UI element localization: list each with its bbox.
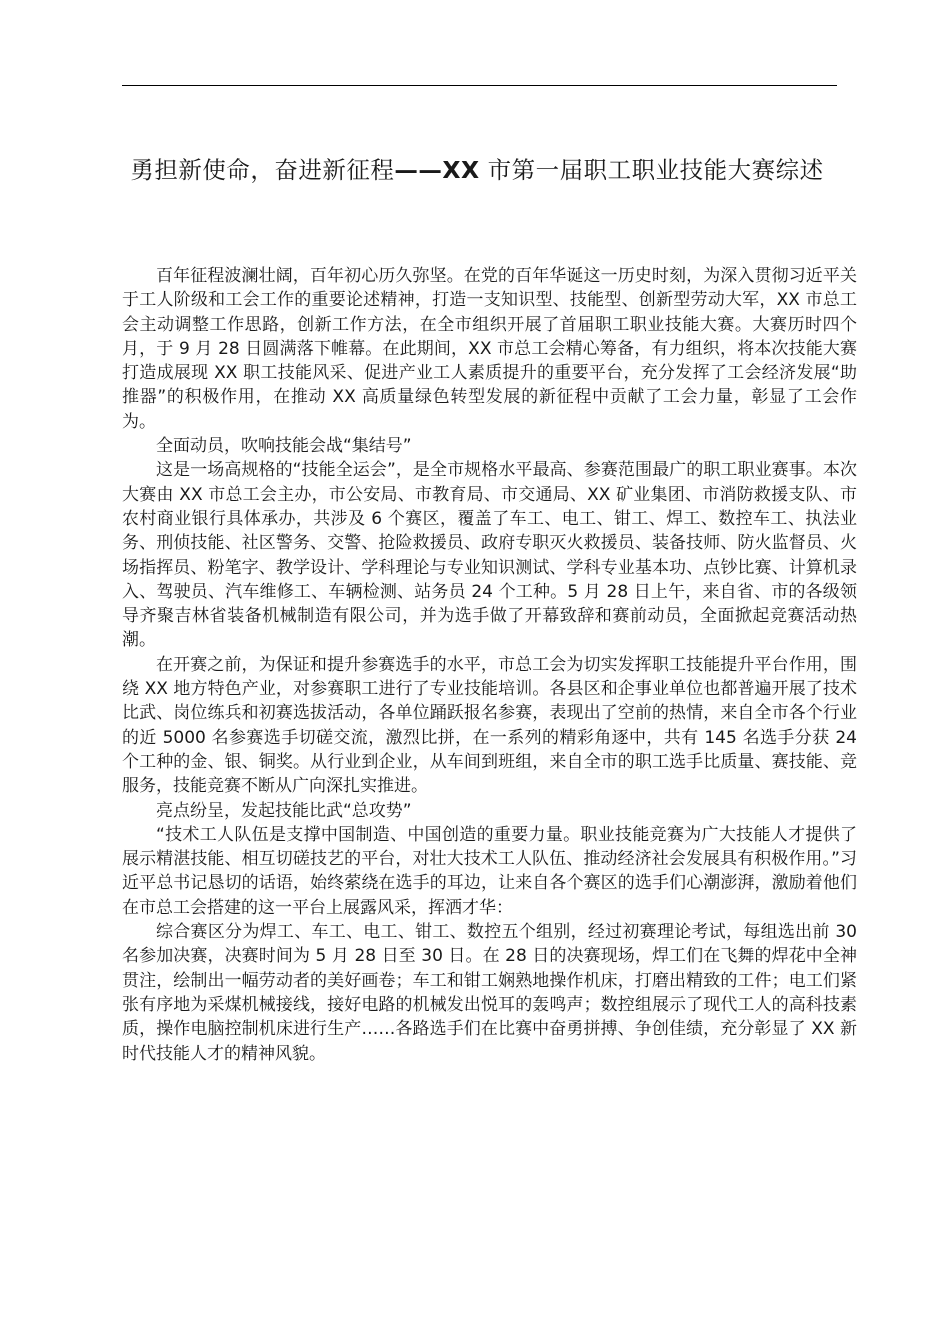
quote-paragraph: “技术工人队伍是支撑中国制造、中国创造的重要力量。职业技能竞赛为广大技能人才提供了展示精湛技能、相互切磋技艺的平台，对壮大技术工人队伍、推动经济社会发展具有积极作用。”习近平总书记恳切的话语，始终萦绕在选手的耳边，让来自各个赛区的选手们心潮澎湃，激励着他们在市总工会搭建的这一平台上展露风采，挥洒才华： xyxy=(122,824,857,918)
comprehensive-division-paragraph: 综合赛区分为焊工、车工、电工、钳工、数控五个组别，经过初赛理论考试，每组选出前 30 名参加决赛，决赛时间为 5 月 28 日至 30 日。在 28 日的决赛现场，焊工们在飞舞的焊花中全神贯注，绘制出一幅劳动者的美好画卷；车工和钳工娴熟地操作机床，打磨出精致的工件；电工们紧张有序地为采煤机械接线，接好电路的机械发出悦耳的轰鸣声；数控组展示了现代工人的高科技素质，操作电脑控制机床进行生产……各路选手们在比赛中奋勇拼搏、争创佳绩，充分彰显了 XX 新时代技能人才的精神风貌。 xyxy=(122,922,857,1064)
title-rest: 市第一届职工职业技能大赛综述 xyxy=(479,156,824,184)
title-dash-xx: ——XX xyxy=(394,156,480,184)
section-heading-highlights: 亮点纷呈，发起技能比武“总攻势” xyxy=(156,800,412,821)
intro-paragraph: 百年征程波澜壮阔，百年初心历久弥坚。在党的百年华诞这一历史时刻，为深入贯彻习近平关于工人阶级和工会工作的重要论述精神，打造一支知识型、技能型、创新型劳动大军，XX 市总工会主动调整工作思路，创新工作方法，在全市组织开展了首届职工职业技能大赛。大赛历时四个月，于 9 月 28 日圆满落下帷幕。在此期间，XX 市总工会精心筹备，有力组织，将本次技能大赛打造成展现 XX 职工技能风采、促进产业工人素质提升的重要平台，充分发挥了工会经济发展“助推器”的积极作用，在推动 XX 高质量绿色转型发展的新征程中贡献了工会力量，彰显了工会作为。 xyxy=(122,266,857,432)
document-body xyxy=(122,264,857,1066)
section-heading-mobilization: 全面动员，吹响技能会战“集结号” xyxy=(156,436,412,457)
header-rule xyxy=(122,85,837,86)
training-paragraph: 在开赛之前，为保证和提升参赛选手的水平，市总工会为切实发挥职工技能提升平台作用，围绕 XX 地方特色产业，对参赛职工进行了专业技能培训。各县区和企事业单位也都普遍开展了技术比武、岗位练兵和初赛选拔活动，各单位踊跃报名参赛，表现出了空前的热情，来自全市各个行业的近 5000 名参赛选手切磋交流，激烈比拼，在一系列的精彩角逐中，共有 145 名选手分获 24 个工种的金、银、铜奖。从行业到企业，从车间到班组，来自全市的职工选手比质量、赛技能、竞服务，技能竞赛不断从广向深扎实推进。 xyxy=(122,654,857,797)
title-main: 勇担新使命，奋进新征程 xyxy=(130,156,395,184)
document-title xyxy=(112,145,842,195)
competition-scope-paragraph: 这是一场高规格的“技能全运会”，是全市规格水平最高、参赛范围最广的职工职业赛事。本次大赛由 XX 市总工会主办，市公安局、市教育局、市交通局、XX 矿业集团、市消防救援支队、市农村商业银行具体承办，共涉及 6 个赛区，覆盖了车工、电工、钳工、焊工、数控车工、执法业务、刑侦技能、社区警务、交警、抢险救援员、政府专职灭火救援员、装备技师、防火监督员、火场指挥员、粉笔字、教学设计、学科理论与专业知识测试、学科专业基本功、点钞比赛、计算机录入、驾驶员、汽车维修工、车辆检测、站务员 24 个工种。5 月 28 日上午，来自省、市的各级领导齐聚吉林省装备机械制造有限公司，并为选手做了开幕致辞和赛前动员，全面掀起竞赛活动热潮。 xyxy=(122,460,857,651)
